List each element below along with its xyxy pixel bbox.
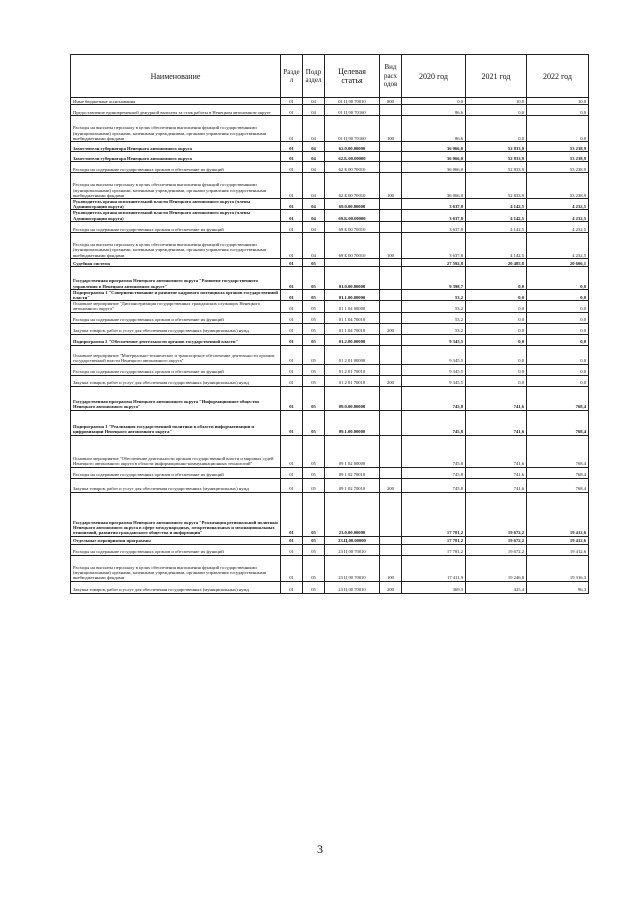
cell-razdel: 01 (281, 386, 303, 410)
cell-target-article: 23 Ц 00 70010 (325, 555, 380, 581)
cell-name: Отдельные мероприятия программы (71, 536, 281, 544)
col-header-target-article: Целевая статья (325, 55, 380, 98)
cell-name: Расходы на выплаты персоналу в целях обеспечения выполнения функций государственными (муниципальными) органами, казенными учреждениями, органами управления государственными внебюджетными фондами (71, 232, 281, 258)
cell-name: Руководитель органа исполнительной власти Ненецкого автономного округа (члены Администрации округа) (71, 210, 281, 221)
table-row (71, 323, 589, 334)
cell-2021: 741,6 (466, 478, 527, 492)
table-row (71, 221, 589, 232)
cell-2021: 0,0 (466, 266, 527, 289)
cell-2020: 53,2 (402, 289, 466, 300)
cell-podrazdel: 04 (303, 142, 325, 152)
cell-2022: 0,0 (527, 334, 589, 345)
table-row (71, 98, 589, 105)
cell-2020: 53,2 (402, 301, 466, 312)
budget-table (70, 54, 589, 594)
table-row (71, 142, 589, 152)
cell-target-article: 62 Б 00 70010 (325, 173, 380, 199)
cell-expense-type (380, 364, 402, 375)
cell-razdel: 01 (281, 323, 303, 334)
cell-razdel: 01 (281, 334, 303, 345)
cell-2021: 0,0 (466, 334, 527, 345)
cell-podrazdel: 04 (303, 98, 325, 105)
cell-2022: 53 238,9 (527, 142, 589, 152)
cell-2022: 4 232,5 (527, 232, 589, 258)
cell-podrazdel: 05 (303, 375, 325, 386)
cell-name: Расходы на выплаты персоналу в целях обеспечения выполнения функций государственными (муниципальными) органами, казенными учреждениями, органами управления государственными внебюджетными фондами (71, 116, 281, 142)
cell-target-article: 09.1.00.00000 (325, 410, 380, 435)
table-row (71, 334, 589, 345)
cell-razdel: 01 (281, 210, 303, 221)
cell-2022: 0,0 (527, 323, 589, 334)
cell-2022: 0,0 (527, 301, 589, 312)
cell-podrazdel: 04 (303, 105, 325, 116)
cell-2021: 52 833,9 (466, 152, 527, 162)
col-header-2022: 2022 год (527, 55, 589, 98)
cell-expense-type: 100 (380, 232, 402, 258)
cell-name: Судебная система (71, 258, 281, 266)
table-row (71, 581, 589, 593)
cell-razdel: 01 (281, 162, 303, 173)
cell-name: Расходы на содержание государственных органов и обеспечение их функций (71, 221, 281, 232)
cell-razdel: 01 (281, 364, 303, 375)
cell-2022: 53 238,9 (527, 162, 589, 173)
cell-2020: 745,8 (402, 478, 466, 492)
cell-podrazdel: 04 (303, 116, 325, 142)
cell-2020: 27 592,8 (402, 258, 466, 266)
cell-podrazdel: 04 (303, 221, 325, 232)
cell-2020: 17 781,2 (402, 492, 466, 536)
cell-podrazdel: 05 (303, 386, 325, 410)
cell-target-article: 01 1 04 70010 (325, 312, 380, 323)
table-row (71, 410, 589, 435)
cell-2020: 369,3 (402, 581, 466, 593)
cell-2020: 36 066,0 (402, 173, 466, 199)
cell-2020: 3 637,8 (402, 232, 466, 258)
cell-2021: 741,6 (466, 410, 527, 435)
cell-target-article: 09.0.00.00000 (325, 386, 380, 410)
cell-2020: 3 637,8 (402, 210, 466, 221)
cell-2021: 741,6 (466, 386, 527, 410)
table-row (71, 435, 589, 467)
cell-expense-type: 800 (380, 98, 402, 105)
cell-2022: 19 412,6 (527, 492, 589, 536)
cell-2021: 10,0 (466, 98, 527, 105)
cell-2020: 17 781,2 (402, 536, 466, 544)
cell-target-article: 01 2 01 70010 (325, 375, 380, 386)
cell-podrazdel: 04 (303, 199, 325, 210)
cell-podrazdel: 05 (303, 581, 325, 593)
cell-expense-type: 100 (380, 173, 402, 199)
cell-name: Подпрограмма 1 "Совершенствование и развитие кадрового потенциала органов государственной власти" (71, 289, 281, 300)
cell-2021: 20 485,8 (466, 258, 527, 266)
table-row (71, 375, 589, 386)
cell-2021: 0,0 (466, 301, 527, 312)
cell-2020: 9 345,5 (402, 375, 466, 386)
cell-expense-type (380, 435, 402, 467)
cell-expense-type (380, 536, 402, 544)
cell-expense-type (380, 289, 402, 300)
cell-podrazdel: 05 (303, 312, 325, 323)
cell-razdel: 01 (281, 116, 303, 142)
cell-podrazdel: 05 (303, 410, 325, 435)
cell-2021: 19 246,8 (466, 555, 527, 581)
cell-razdel: 01 (281, 105, 303, 116)
cell-expense-type (380, 410, 402, 435)
cell-podrazdel: 05 (303, 323, 325, 334)
cell-2022: 0,0 (527, 375, 589, 386)
cell-name: Подпрограмма 1 "Реализация государственной политики в области информатизации и цифровизации Ненецкого автономного округа" (71, 410, 281, 435)
cell-razdel: 01 (281, 544, 303, 555)
cell-razdel: 01 (281, 232, 303, 258)
col-header-name: Наименование (71, 55, 281, 98)
cell-2022: 0,0 (527, 364, 589, 375)
cell-name: Государственная программа Ненецкого автономного округа "Развитие государственного управления в Ненецком автономном округе" (71, 266, 281, 289)
cell-expense-type: 200 (380, 581, 402, 593)
cell-podrazdel: 05 (303, 478, 325, 492)
cell-target-article (325, 258, 380, 266)
table-row (71, 232, 589, 258)
cell-target-article: 69 Б 00 70010 (325, 221, 380, 232)
cell-2020: 745,8 (402, 410, 466, 435)
cell-2022: 0,0 (527, 345, 589, 364)
cell-2020: 745,8 (402, 386, 466, 410)
cell-2022: 0,0 (527, 266, 589, 289)
table-row (71, 345, 589, 364)
cell-target-article: 23.Ц.00.00000 (325, 536, 380, 544)
cell-expense-type (380, 221, 402, 232)
cell-expense-type (380, 162, 402, 173)
cell-razdel: 01 (281, 555, 303, 581)
cell-expense-type: 100 (380, 116, 402, 142)
budget-document (70, 54, 588, 594)
cell-2021: 4 142,5 (466, 221, 527, 232)
cell-2022: 20 606,1 (527, 258, 589, 266)
cell-2021: 19 672,2 (466, 536, 527, 544)
cell-razdel: 01 (281, 301, 303, 312)
table-row (71, 364, 589, 375)
cell-razdel: 01 (281, 289, 303, 300)
cell-2022: 0,0 (527, 289, 589, 300)
cell-target-article: 01 2 01 70010 (325, 364, 380, 375)
table-row (71, 199, 589, 210)
cell-2022: 4 232,5 (527, 199, 589, 210)
cell-expense-type (380, 258, 402, 266)
table-body (71, 98, 589, 594)
cell-2021: 0,0 (466, 364, 527, 375)
cell-podrazdel: 05 (303, 266, 325, 289)
cell-2022: 768,4 (527, 410, 589, 435)
cell-podrazdel: 04 (303, 152, 325, 162)
cell-name: Основное мероприятие "Обеспечение деятельности органов государственной власти и мировых судей Ненецкого автономного округа в области информационно-коммуникационных технологий" (71, 435, 281, 467)
cell-razdel: 01 (281, 478, 303, 492)
cell-target-article: 62.0.00.00000 (325, 142, 380, 152)
cell-2020: 36 066,0 (402, 142, 466, 152)
cell-podrazdel: 05 (303, 536, 325, 544)
cell-name: Закупка товаров, работ и услуг для обеспечения государственных (муниципальных) нужд (71, 478, 281, 492)
cell-name: Руководитель органа исполнительной власти Ненецкого автономного округа (члены Администрации округа) (71, 199, 281, 210)
cell-2022: 0,0 (527, 116, 589, 142)
cell-razdel: 01 (281, 435, 303, 467)
cell-target-article: 01.0.00.00000 (325, 266, 380, 289)
cell-2020: 9 345,5 (402, 345, 466, 364)
cell-name: Иные бюджетные ассигнования (71, 98, 281, 105)
cell-razdel: 01 (281, 467, 303, 478)
cell-2020: 3 637,8 (402, 199, 466, 210)
cell-expense-type (380, 492, 402, 536)
cell-2021: 0,0 (466, 323, 527, 334)
cell-podrazdel: 05 (303, 555, 325, 581)
cell-name: Заместители губернатора Ненецкого автономного округа (71, 142, 281, 152)
cell-2021: 0,0 (466, 105, 527, 116)
table-row (71, 386, 589, 410)
cell-target-article: 62.Б.00.00000 (325, 152, 380, 162)
cell-podrazdel: 05 (303, 258, 325, 266)
table-row (71, 266, 589, 289)
cell-expense-type (380, 386, 402, 410)
cell-2020: 53,2 (402, 323, 466, 334)
cell-2022: 4 232,5 (527, 210, 589, 221)
cell-2021: 0,0 (466, 289, 527, 300)
cell-razdel: 01 (281, 312, 303, 323)
table-row (71, 544, 589, 555)
cell-name: Основное мероприятие "Материально-техническое и транспортное обеспечение деятельности органов государственной власти Ненецкого автономного округа" (71, 345, 281, 364)
cell-2021: 4 142,5 (466, 232, 527, 258)
table-row (71, 116, 589, 142)
cell-podrazdel: 05 (303, 467, 325, 478)
cell-2022: 768,4 (527, 467, 589, 478)
cell-2021: 4 142,5 (466, 210, 527, 221)
cell-expense-type (380, 152, 402, 162)
cell-2022: 53 238,9 (527, 152, 589, 162)
cell-2022: 96,3 (527, 581, 589, 593)
cell-2022: 768,4 (527, 386, 589, 410)
cell-2020: 745,8 (402, 467, 466, 478)
cell-target-article: 09 1 02 70010 (325, 478, 380, 492)
cell-name: Расходы на содержание государственных органов и обеспечение их функций (71, 312, 281, 323)
cell-expense-type (380, 345, 402, 364)
cell-target-article: 23 Ц 00 70010 (325, 544, 380, 555)
cell-target-article: 23.0.00.00000 (325, 492, 380, 536)
cell-2022: 768,4 (527, 435, 589, 467)
cell-2021: 0,0 (466, 116, 527, 142)
cell-2022: 0,0 (527, 105, 589, 116)
table-row (71, 555, 589, 581)
cell-2021: 4 142,5 (466, 199, 527, 210)
cell-target-article: 09 1 02 70010 (325, 467, 380, 478)
cell-razdel: 01 (281, 375, 303, 386)
cell-2022: 53 238,9 (527, 173, 589, 199)
col-header-2021: 2021 год (466, 55, 527, 98)
cell-target-article: 23 Ц 00 70010 (325, 581, 380, 593)
cell-2020: 17 781,2 (402, 544, 466, 555)
cell-name: Основное мероприятие "Диспансеризация государственных гражданских служащих Ненецкого автономного округа" (71, 301, 281, 312)
cell-target-article: 01 1 04 70010 (325, 323, 380, 334)
table-row (71, 301, 589, 312)
cell-target-article: 01.1.00.00000 (325, 289, 380, 300)
cell-2022: 0,0 (527, 312, 589, 323)
cell-2021: 52 833,9 (466, 142, 527, 152)
cell-2020: 17 411,9 (402, 555, 466, 581)
cell-podrazdel: 05 (303, 345, 325, 364)
cell-2020: 0,0 (402, 98, 466, 105)
cell-expense-type: 200 (380, 478, 402, 492)
cell-expense-type (380, 142, 402, 152)
table-row (71, 478, 589, 492)
cell-podrazdel: 05 (303, 364, 325, 375)
cell-2021: 52 833,9 (466, 162, 527, 173)
cell-expense-type (380, 467, 402, 478)
cell-name: Предоставление единовременной дежурной выплаты за стаж работы в Ненецком автономном округе (71, 105, 281, 116)
cell-name: Закупка товаров, работ и услуг для обеспечения государственных (муниципальных) нужд (71, 581, 281, 593)
cell-2022: 768,4 (527, 478, 589, 492)
cell-name: Заместители губернатора Ненецкого автономного округа (71, 152, 281, 162)
cell-podrazdel: 05 (303, 435, 325, 467)
cell-podrazdel: 04 (303, 162, 325, 173)
cell-target-article: 01 Ц 00 70010 (325, 98, 380, 105)
cell-expense-type (380, 301, 402, 312)
cell-podrazdel: 04 (303, 232, 325, 258)
cell-razdel: 01 (281, 492, 303, 536)
cell-target-article: 01 Ц 00 70160 (325, 105, 380, 116)
cell-expense-type (380, 334, 402, 345)
cell-expense-type (380, 266, 402, 289)
cell-target-article: 01 2 01 00000 (325, 345, 380, 364)
cell-target-article: 69.Б.00.00000 (325, 210, 380, 221)
cell-2020: 9 345,5 (402, 364, 466, 375)
cell-2021: 19 672,2 (466, 544, 527, 555)
cell-2020: 745,8 (402, 435, 466, 467)
cell-name: Расходы на содержание государственных органов и обеспечение их функций (71, 364, 281, 375)
cell-expense-type (380, 544, 402, 555)
col-header-expense-type: Вид расх одов (380, 55, 402, 98)
cell-2021: 741,6 (466, 467, 527, 478)
cell-podrazdel: 05 (303, 301, 325, 312)
cell-name: Государственная программа Ненецкого автономного округа "Информационное общество Ненецкого автономного округа" (71, 386, 281, 410)
cell-razdel: 01 (281, 536, 303, 544)
cell-target-article: 69.0.00.00000 (325, 199, 380, 210)
page-number: 3 (317, 842, 323, 856)
cell-razdel: 01 (281, 221, 303, 232)
table-row (71, 536, 589, 544)
cell-razdel: 01 (281, 581, 303, 593)
col-header-razdel: Разде л (281, 55, 303, 98)
cell-razdel: 01 (281, 258, 303, 266)
cell-expense-type (380, 199, 402, 210)
cell-expense-type (380, 105, 402, 116)
cell-name: Расходы на содержание государственных органов и обеспечение их функций (71, 467, 281, 478)
table-row (71, 152, 589, 162)
col-header-podrazdel: Подр аздел (303, 55, 325, 98)
cell-razdel: 01 (281, 199, 303, 210)
table-row (71, 289, 589, 300)
cell-target-article: 01.2.00.00000 (325, 334, 380, 345)
cell-2021: 741,6 (466, 435, 527, 467)
cell-name: Закупка товаров, работ и услуг для обеспечения государственных (муниципальных) нужд (71, 323, 281, 334)
cell-2021: 425,4 (466, 581, 527, 593)
cell-name: Подпрограмма 2 "Обеспечение деятельности органов государственной власти" (71, 334, 281, 345)
cell-razdel: 01 (281, 142, 303, 152)
cell-name: Закупка товаров, работ и услуг для обеспечения государственных (муниципальных) нужд (71, 375, 281, 386)
cell-expense-type (380, 210, 402, 221)
cell-2022: 10,0 (527, 98, 589, 105)
cell-target-article: 69 Б 00 70010 (325, 232, 380, 258)
cell-expense-type: 200 (380, 323, 402, 334)
table-row (71, 492, 589, 536)
cell-razdel: 01 (281, 98, 303, 105)
cell-razdel: 01 (281, 173, 303, 199)
cell-name: Расходы на выплаты персоналу в целях обеспечения выполнения функций государственными (муниципальными) органами, казенными учреждениями, органами управления государственными внебюджетными фондами (71, 173, 281, 199)
cell-2020: 36 066,0 (402, 152, 466, 162)
cell-2021: 0,0 (466, 312, 527, 323)
cell-podrazdel: 04 (303, 210, 325, 221)
cell-target-article: 09 1 02 00000 (325, 435, 380, 467)
cell-podrazdel: 05 (303, 544, 325, 555)
cell-podrazdel: 05 (303, 334, 325, 345)
cell-target-article: 01 Ц 00 70160 (325, 116, 380, 142)
cell-target-article: 62 Б 00 70010 (325, 162, 380, 173)
cell-2022: 19 316,3 (527, 555, 589, 581)
cell-name: Расходы на содержание государственных органов и обеспечение их функций (71, 544, 281, 555)
cell-razdel: 01 (281, 410, 303, 435)
cell-podrazdel: 05 (303, 289, 325, 300)
cell-2022: 19 412,6 (527, 544, 589, 555)
table-row (71, 258, 589, 266)
cell-expense-type: 100 (380, 555, 402, 581)
table-row (71, 162, 589, 173)
cell-2021: 19 672,2 (466, 492, 527, 536)
table-row (71, 173, 589, 199)
cell-2020: 86,6 (402, 105, 466, 116)
cell-podrazdel: 04 (303, 173, 325, 199)
cell-razdel: 01 (281, 266, 303, 289)
cell-name: Государственная программа Ненецкого автономного округа "Реализация региональной политики Ненецкого автономного округа в сфере международных, межрегиональных и межнациональных отношений, развития гражданского общества и информации" (71, 492, 281, 536)
table-header-row (71, 55, 589, 98)
cell-2021: 52 833,9 (466, 173, 527, 199)
cell-2020: 36 066,0 (402, 162, 466, 173)
cell-2020: 3 637,8 (402, 221, 466, 232)
cell-razdel: 01 (281, 345, 303, 364)
cell-expense-type (380, 312, 402, 323)
cell-razdel: 01 (281, 152, 303, 162)
table-row (71, 210, 589, 221)
table-row (71, 312, 589, 323)
cell-2020: 9 345,5 (402, 334, 466, 345)
table-row (71, 105, 589, 116)
cell-podrazdel: 05 (303, 492, 325, 536)
cell-2021: 0,0 (466, 345, 527, 364)
table-row (71, 467, 589, 478)
cell-2022: 19 412,6 (527, 536, 589, 544)
cell-2020: 86,6 (402, 116, 466, 142)
cell-expense-type: 200 (380, 375, 402, 386)
cell-target-article: 01 1 04 00000 (325, 301, 380, 312)
col-header-2020: 2020 год (402, 55, 466, 98)
cell-name: Расходы на выплаты персоналу в целях обеспечения выполнения функций государственными (муниципальными) органами, казенными учреждениями, органами управления государственными внебюджетными фондами (71, 555, 281, 581)
cell-2020: 53,2 (402, 312, 466, 323)
cell-2021: 0,0 (466, 375, 527, 386)
cell-2020: 9 398,7 (402, 266, 466, 289)
cell-2022: 4 232,5 (527, 221, 589, 232)
cell-name: Расходы на содержание государственных органов и обеспечение их функций (71, 162, 281, 173)
